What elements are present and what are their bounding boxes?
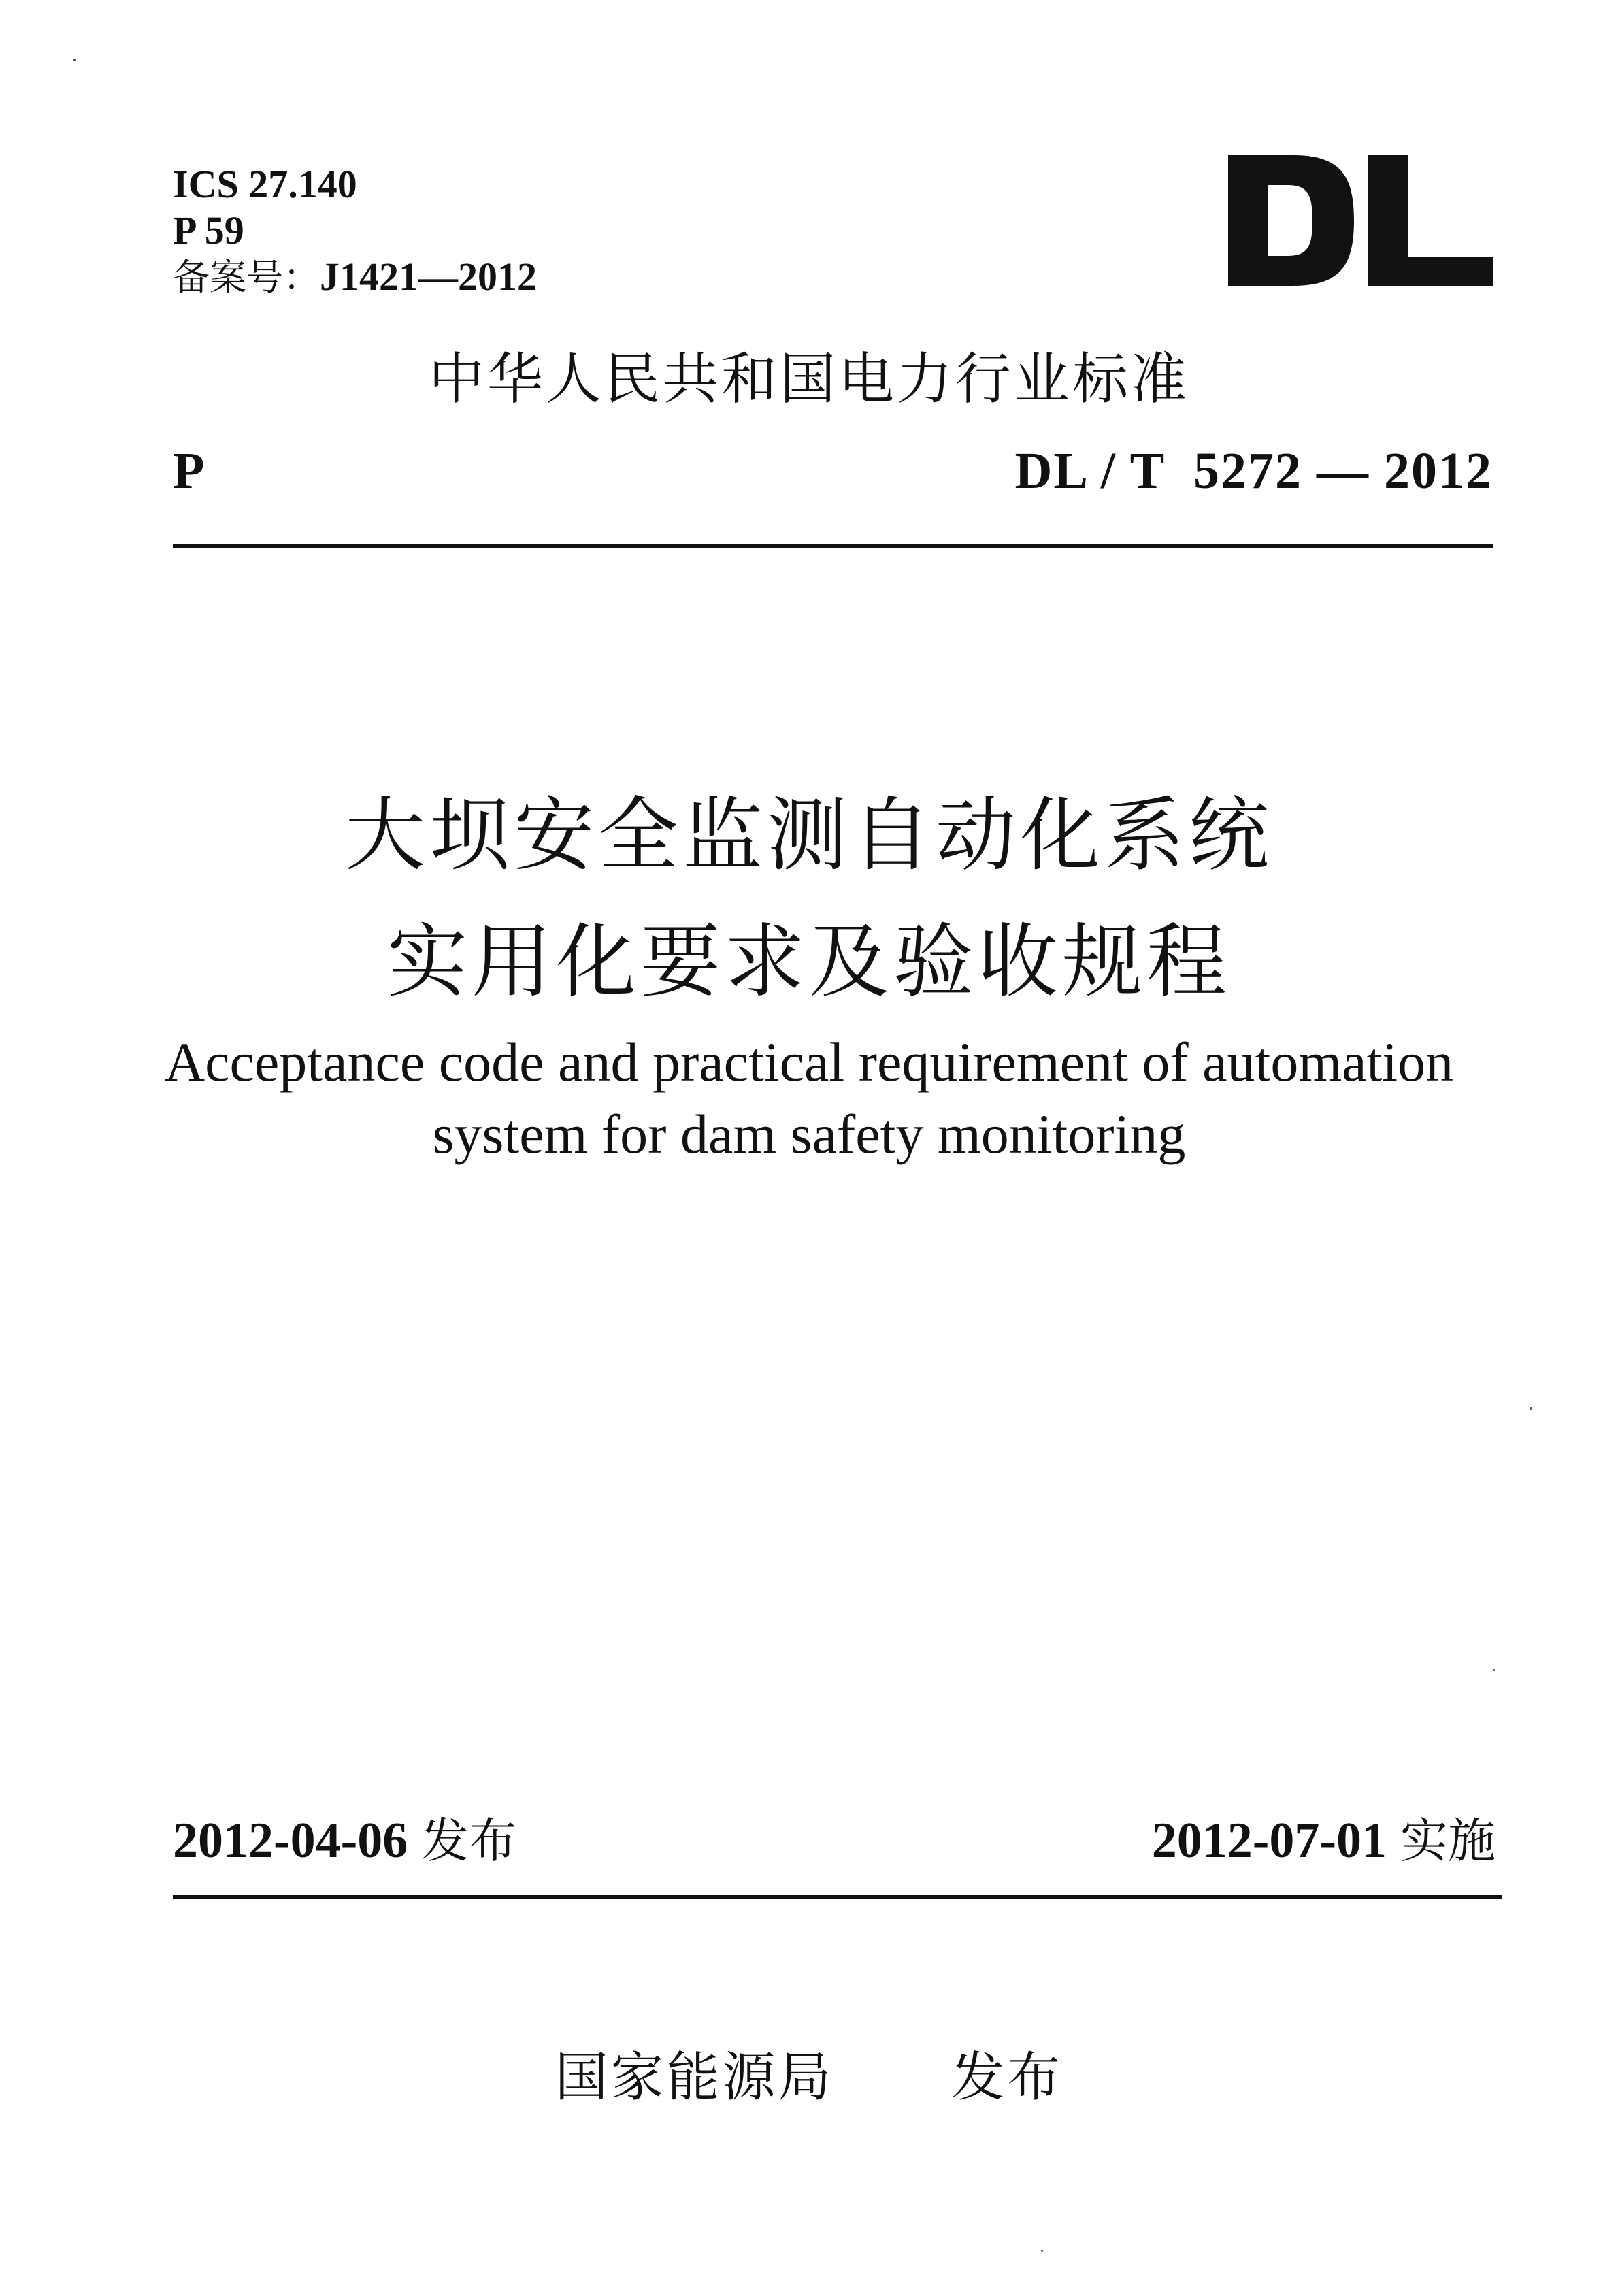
effective-date-line [1151,1813,1496,1869]
record-number: J1421—2012 [320,255,537,299]
title-en-line-1: Acceptance code and practical requirement of automation [164,1031,1454,1093]
ics-code: ICS 27.140 [173,162,357,206]
date-divider [173,1895,1502,1899]
dl-logo [1228,155,1493,286]
scan-speck [1493,1669,1495,1671]
scan-speck [1041,2250,1043,2252]
industry-standard-heading: 中华人民共和国电力行业标准 [428,347,1189,412]
header-divider [173,544,1493,548]
record-number-line [173,257,537,297]
issuer-action: 发布 [951,2047,1063,2108]
issue-date-line [173,1813,517,1869]
scan-speck [1530,1407,1532,1410]
issuer-name: 国家能源局 [555,2047,834,2108]
record-label: 备案号： [173,256,320,299]
issue-label: 发布 [421,1813,517,1869]
issue-date: 2012-04-06 [173,1813,408,1869]
issuer-line [0,2035,1618,2111]
title-en-line-2: system for dam safety monitoring [432,1103,1186,1165]
category-letter: P [173,442,205,499]
effective-label: 实施 [1400,1813,1496,1869]
standard-number: DL / T 5272 — 2012 [1014,442,1493,499]
scan-speck [73,59,76,61]
effective-date: 2012-07-01 [1151,1813,1387,1869]
ccs-code: P 59 [173,208,244,252]
title-cn-line-2: 实用化要求及验收规程 [386,915,1231,1008]
title-cn-line-1: 大坝安全监测自动化系统 [344,788,1273,882]
